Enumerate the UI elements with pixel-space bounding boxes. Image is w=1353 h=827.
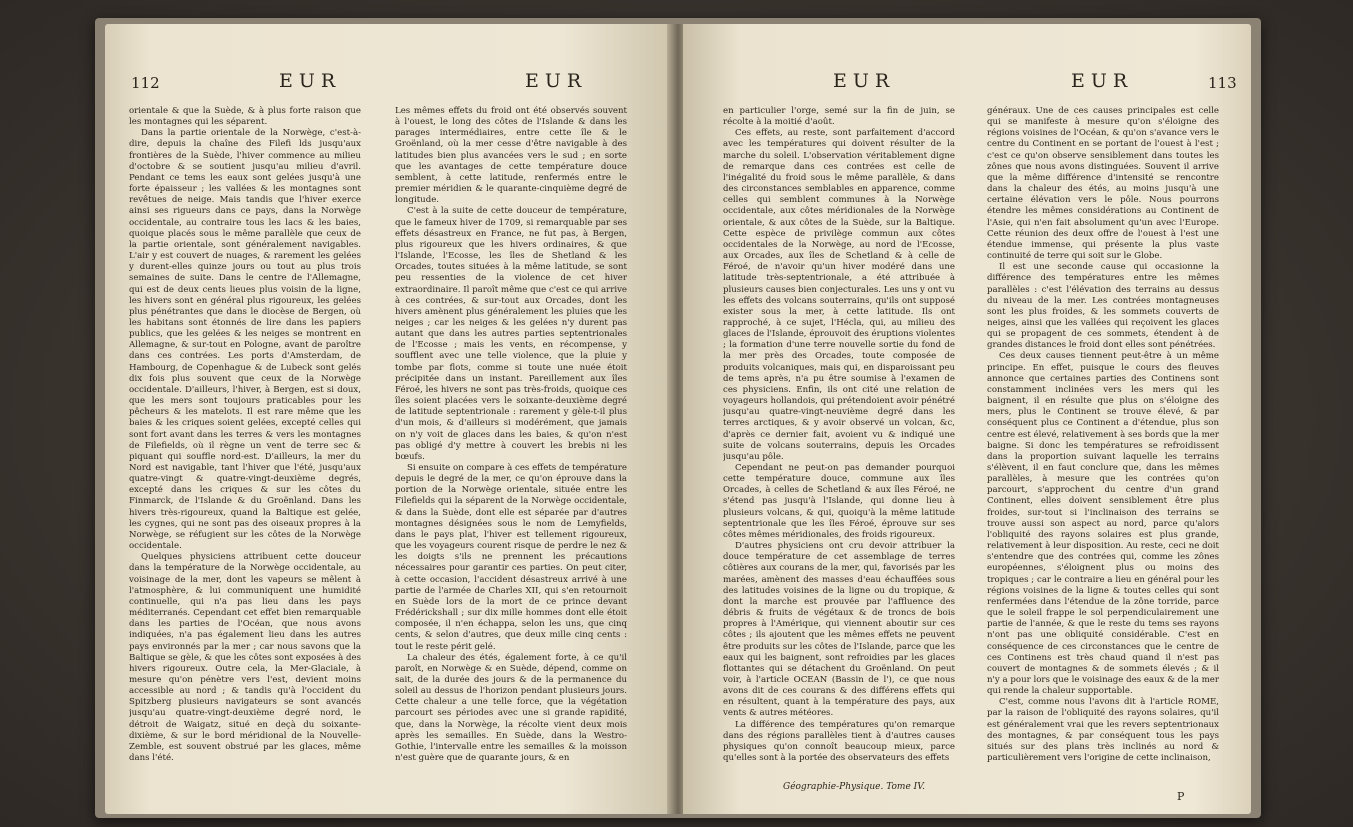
paragraph: Si ensuite on compare à ces effets de température depuis le degré de la mer, ce qu'on éprouve dans la portion de la Norwège orientale, située entre les Filefields qui la séparent de la Norwège occidentale, & dans la Suède, dont elle est séparée par d'autres montagnes désignées sous le nom de Lemyfields, dans le pays plat, l'hiver est tellement rigoureux, que les voyageurs courent risque de perdre le nez & les doigts s'ils ne prennent les précautions nécessaires pour garantir ces parties. On peut citer, à cette occasion, l'accident désastreux arrivé à une partie de l'armée de Charles XII, qui s'en retournoit en Suède lors de la mort de ce prince devant Frédérickshall ; sur dix mille hommes dont elle étoit composée, il n'en échappa, selon les uns, que cinq cents, & selon d'autres, que deux mille cinq cents : tout le reste périt gelé. — [395, 463, 627, 652]
paragraph: La chaleur des étés, également forte, à ce qu'il paroît, en Norwège & en Suède, dépend, comme on sait, de la durée des jours & de la permanence du soleil au dessus de l'horizon pendant plusieurs jours. Cette chaleur a une telle force, que la végétation parcourt ses périodes avec une si grande rapidité, que, dans la Norwège, la récolte vient deux mois après les semailles. En Suède, dans la Westro-Gothie, l'intervalle entre les semailles & la moisson n'est guère que de quarante jours, & en — [395, 652, 627, 764]
left-column-1 — [129, 106, 361, 786]
paragraph: D'autres physiciens ont cru devoir attribuer la douce température de cet assemblage de terres côtières aux courans de la mer, qui, favorisés par les marées, amènent des masses d'eau échauffées sous des latitudes voisines de la ligne ou du tropique, & dont la marche est prouvée par l'affluence des débris & fruits de végétaux & de troncs de bois propres à l'Amérique, qui viennent aboutir sur ces côtes ; ils ajoutent que les mêmes effets ne peuvent être produits sur les côtes de l'Islande, parce que les eaux qui les baignent, sont refroidies par les glaces flottantes qui se détachent du Groënland. On peut voir, à l'article OCEAN (Bassin de l'), ce que nous avons dit de ces courans & des différens effets qui en résultent, quant à la température des pays, aux vents & autres météores. — [723, 541, 955, 719]
paragraph: Cependant ne peut-on pas demander pourquoi cette température douce, commune aux îles Orcades, à celles de Schetland & aux îles Féroé, ne s'étend pas jusqu'à l'Islande, qui donne lieu à plusieurs volcans, & qui, quoiqu'à la même latitude septentrionale que les îles Féroé, éprouve sur ses côtes mêmes méridionales, des froids rigoureux. — [723, 463, 955, 540]
right-column-title: EUR — [1071, 70, 1134, 92]
left-column-title: EUR — [525, 70, 588, 92]
paragraph: C'est, comme nous l'avons dit à l'article ROME, par la raison de l'obliquité des rayons solaires, qu'il est généralement vrai que les revers septentrionaux des montagnes, & par conséquent tous les pays situés sur des plans très inclinés au nord & particulièrement vers l'origine de cette inclinaison, — [987, 697, 1219, 764]
paragraph: généraux. Une de ces causes principales est celle qui se manifeste à mesure qu'on s'éloigne des régions voisines de l'Océan, & qu'on s'avance vers le centre du Continent en se portant de l'ouest à l'est ; c'est ce qu'on observe sensiblement dans toutes les zônes que nous avons distinguées. Souvent il arrive que la même différence d'intensité se rencontre dans la chaleur des étés, au moins jusqu'à une certaine élévation vers le pôle. Nous pourrons étendre les mêmes considérations au Continent de l'Asie, qui n'en fait absolument qu'un avec l'Europe. Cette réunion des deux offre de l'ouest à l'est une étendue immense, qui présente la plus vaste continuité de terre qui soit sur le Globe. — [987, 106, 1219, 262]
paragraph: orientale & que la Suède, & à plus forte raison que les montagnes qui les séparent. — [129, 106, 361, 128]
left-running-title: EUR — [279, 70, 342, 92]
right-column-2 — [987, 106, 1219, 786]
paragraph: Ces deux causes tiennent peut-être à un même principe. En effet, puisque le cours des fleuves annonce que certaines parties des Continens sont constamment inclinées vers les mers qui les baignent, il en résulte que plus on s'éloigne des mers, plus le Continent se trouve élevé, & par conséquent plus ce Continent a d'étendue, plus son centre est élevé, relativement à ses bords que la mer baigne. Si donc les températures se refroidissent dans la proportion suivant laquelle les terrains s'élèvent, il en faut conclure que, dans les mêmes parallèles, à mesure que les contrées qu'on parcourt, s'approchent du centre d'un grand Continent, elles doivent sensiblement être plus froides, sur-tout si l'inclinaison des terrains se trouve aussi son aspect au nord, parce qu'alors l'obliquité des rayons solaires est plus grande, relativement à leur disposition. Au reste, ceci ne doit s'entendre que des contrées qui, comme les zônes européennes, s'éloignent plus ou moins des tropiques ; car le contraire a lieu en général pour les régions voisines de la ligne & toutes celles qui sont renfermées dans l'étendue de la zône torride, parce que le soleil frappe le sol perpendiculairement une partie de l'année, & que le reste du tems ses rayons n'ont pas une obliquité considérable. C'est en conséquence de ces circonstances que le centre de ces Continens est très chaud quand il n'est pas couvert de montagnes & de sommets élevés ; & il n'y a pour lors que le voisinage des eaux & de la mer qui rende la chaleur supportable. — [987, 351, 1219, 697]
paragraph: Ces effets, au reste, sont parfaitement d'accord avec les températures qui doivent résulter de la marche du soleil. L'observation véritablement digne de remarque dans ces contrées est celle de l'inégalité du froid sous le même parallèle, & dans des circonstances semblables en apparence, comme celles qui semblent communes à la Norwège occidentale, aux côtes méridionales de la Norwège orientale, & aux côtes de la Suède, sur la Baltique. Cette espèce de privilège commun aux côtes occidentales de la Norwège, au nord de l'Ecosse, aux Orcades, aux îles de Schetland & à celle de Féroé, de n'avoir qu'un hiver modéré dans une latitude très-septentrionale, a été attribuée à plusieurs causes bien conjecturales. Les uns y ont vu les effets des volcans souterrains, qu'ils ont supposé exister sous la mer, à cette latitude. Ils ont rapproché, à ce sujet, l'Hécla, qui, au milieu des glaces de l'Islande, éprouvoit des éruptions violentes ; la formation d'une terre nouvelle sortie du fond de la mer près des Orcades, toute composée de produits volcaniques, mais qui, en disparoissant peu de tems après, n'a pu être soumise à l'examen de ces physiciens. Enfin, ils ont cité une relation de voyageurs hollandois, qui prétendoient avoir pénétré jusqu'au quatre-vingt-neuvième degré dans les terres arctiques, & y avoir observé un volcan, &c, d'après ce dernier fait, avoient vu & indiqué une suite de volcans souterrains, depuis les Orcades jusqu'au pôle. — [723, 128, 955, 462]
right-page-header — [683, 68, 1251, 98]
right-page-footer: Géographie-Physique. Tome IV. — [783, 782, 925, 792]
right-page-number: 113 — [1208, 74, 1237, 92]
paragraph: C'est à la suite de cette douceur de température, que le fameux hiver de 1709, si remarquable par ses effets désastreux en France, ne fut pas, à Bergen, plus rigoureux que les hivers ordinaires, & que l'Islande, l'Ecosse, les îles de Shetland & les Orcades, toutes situées à la même latitude, se sont peu ressenties de la violence de cet hiver extraordinaire. Il paroît même que c'est ce qui arrive à ces contrées, & sur-tout aux Orcades, dont les hivers amènent plus généralement les pluies que les neiges ; car les neiges & les gelées n'y durent pas autant que dans les autres parties septentrionales de l'Ecosse ; mais les vents, en récompense, y soufflent avec une telle violence, que la pluie y tombe par flots, comme si toute une nuée étoit précipitée dans un instant. Pareillement aux îles Féroé, les hivers ne sont pas très-froids, quoique ces îles soient placées vers le soixante-deuxième degré de latitude septentrionale : rarement y gèle-t-il plus d'un mois, & d'ailleurs si modérément, que jamais on n'y voit de glaces dans les baies, & qu'on n'est pas obligé d'y mettre à couvert les brebis ni les bœufs. — [395, 206, 627, 462]
paragraph: La différence des températures qu'on remarque dans des régions parallèles tient à d'autres causes physiques qu'on connoît beaucoup mieux, parce qu'elles sont à la portée des observateurs des effets — [723, 719, 955, 764]
left-page-header — [105, 68, 673, 98]
paragraph: Il est une seconde cause qui occasionne la différence des températures entre les mêmes parallèles : c'est l'élévation des terrains au dessus du niveau de la mer. Les contrées montagneuses sont les plus froides, & les sommets couverts de neiges, ainsi que les vallées qui reçoivent les glaces qui se propagent de ces sommets, étendent à de grandes distances le froid dont elles sont pénétrées. — [987, 262, 1219, 351]
right-running-title: EUR — [833, 70, 896, 92]
paragraph: en particulier l'orge, semé sur la fin de juin, se récolte à la moitié d'août. — [723, 106, 955, 128]
paragraph: Les mêmes effets du froid ont été observés souvent à l'ouest, le long des côtes de l'Islande & dans les parages intermédiaires, entre cette île & le Groënland, où la mer cesse d'être navigable à des latitudes bien plus avancées vers le sud ; en sorte que les avantages de cette température douce semblent, à cette latitude, renfermés entre le premier méridien & le quarante-cinquième degré de longitude. — [395, 106, 627, 206]
paragraph: Quelques physiciens attribuent cette douceur dans la température de la Norwège occidentale, au voisinage de la mer, dont les vapeurs se mêlent à l'atmosphère, & lui communiquent une humidité continuelle, qui n'a pas lieu dans les pays méditerranés. Cependant cet effet bien remarquable dans les parties de l'Océan, que nous avons indiquées, n'a pas également lieu dans les autres pays environnés par la mer ; car nous savons que la Baltique se gèle, & que les côtes sont exposées à des hivers rigoureux. Outre cela, la Mer-Glaciale, à mesure qu'on pénètre vers l'est, devient moins accessible au nord ; & tandis qu'à l'occident du Spitzberg plusieurs navigateurs se sont avancés jusqu'au quatre-vingt-deuxième degré nord, le détroit de Waigatz, situé en deçà du soixante-dixième, & sur le bord méridional de la Nouvelle-Zemble, est souvent obstrué par les glaces, même dans l'été. — [129, 552, 361, 764]
signature-mark: P — [1177, 790, 1185, 803]
right-page — [683, 24, 1251, 814]
open-book — [95, 18, 1261, 818]
left-page — [105, 24, 673, 814]
left-column-2 — [395, 106, 627, 786]
left-page-number: 112 — [131, 74, 160, 92]
paragraph: Dans la partie orientale de la Norwège, c'est-à-dire, depuis la chaîne des Filefi lds jusqu'aux frontières de la Suède, l'hiver commence au milieu d'octobre & se soutient jusqu'au milieu d'avril. Pendant ce tems les eaux sont gelées jusqu'à une forte épaisseur ; les vallées & les montagnes sont revêtues de neige. Mais tandis que l'hiver exerce ainsi ses rigueurs dans ce pays, dans la Norwège occidentale, au contraire tous les lacs & les baies, quoique placés sous le même parallèle que ceux de la partie orientale, sont généralement navigables. L'air y est couvert de nuages, & rarement les gelées y durent-elles quinze jours ou tout au plus trois semaines de suite. Dans le centre de l'Allemagne, qui est de deux cents lieues plus voisin de la ligne, les hivers sont en général plus rigoureux, les gelées plus pénétrantes que dans le diocèse de Bergen, où les habitans sont étonnés de lire dans les papiers publics, que les gelées & les neiges se montrent en Allemagne, & sur-tout en Pologne, avant de paroître dans ces contrées. Les ports d'Amsterdam, de Hambourg, de Copenhague & de Lubeck sont gelés dix fois plus souvent que ceux de la Norwège occidentale. D'ailleurs, l'hiver, à Bergen, est si doux, que les mers sont toujours praticables pour les pêcheurs & les matelots. Il est rare même que les baies & les criques soient gelées, excepté celles qui sont fort avant dans les terres & vers les montagnes de Filefields, où il règne un vent de terre sec & piquant qui souffle nord-est. D'ailleurs, la mer du Nord est navigable, tant l'hiver que l'été, jusqu'aux quatre-vingt & quatre-vingt-deuxième degrés, excepté dans les criques & sur les côtes du Finmarck, de l'Islande & du Groënland. Dans les hivers très-rigoureux, quand la Baltique est gelée, les cygnes, qui ne sont pas des oiseaux propres à la Norwège, se réfugient sur les côtes de la Norwège occidentale. — [129, 128, 361, 552]
right-column-1 — [723, 106, 955, 768]
